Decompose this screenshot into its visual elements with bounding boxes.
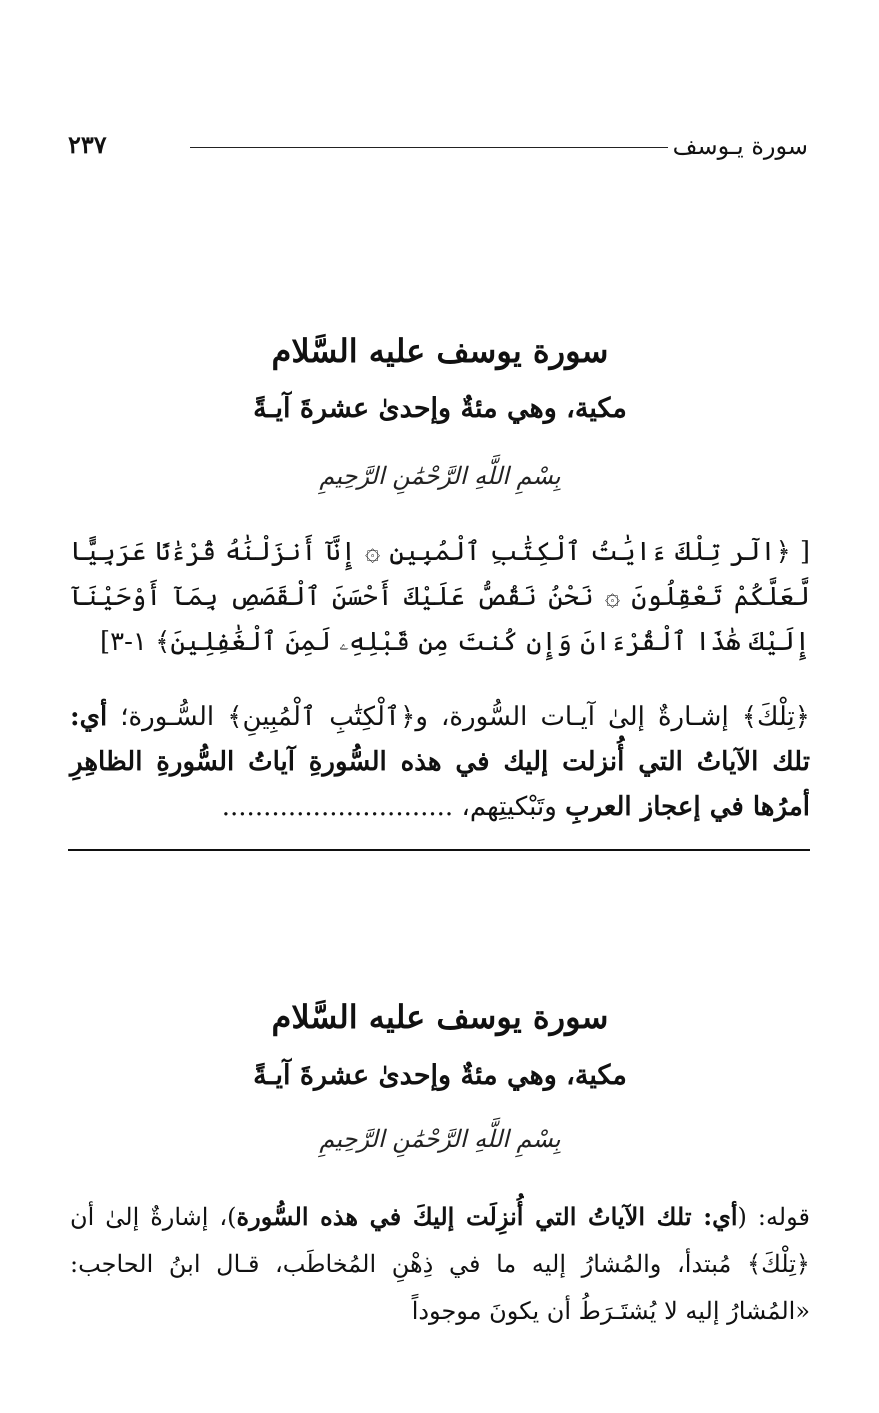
note-block <box>70 1193 810 1335</box>
header-surah-name: سورة يـوسف <box>672 132 808 160</box>
basmala-1 <box>60 462 820 490</box>
basmala-text-2: بِسْمِ اللَّهِ الرَّحْمَٰنِ الرَّحِيمِ <box>319 1125 561 1153</box>
commentary-block <box>70 695 810 830</box>
basmala-text-1: بِسْمِ اللَّهِ الرَّحْمَٰنِ الرَّحِيمِ <box>319 462 561 490</box>
header-rule <box>190 147 668 148</box>
commentary-plain-1: ﴿تِلْكَ﴾ إشـارةٌ إلىٰ آيـات السُّورة، و﴿ٱلْكِتَٰبِ ٱلْمُبِينِ﴾ السُّـورة؛ <box>107 702 810 732</box>
commentary-dots: ............................ <box>221 792 454 822</box>
surah-subtitle-2: مكية، وهي مئةٌ وإحدىٰ عشرةَ آيـةً <box>253 1060 627 1091</box>
commentary-bold: أي: تلك الآياتُ التي أُنزلت إليك في هذه السُّورةِ آياتُ السُّورةِ الظاهِرِ أمرُها في إعجاز العربِ <box>70 702 810 822</box>
section-divider <box>68 849 810 851</box>
surah-title-1: سورة يوسف عليه السَّلام <box>271 332 609 370</box>
note-bold: أي: تلك الآياتُ التي أُنزِلَت إليكَ في هذه السُّورة <box>236 1202 738 1231</box>
running-header <box>68 128 808 164</box>
page-number: ٢٣٧ <box>68 130 107 159</box>
surah-title-2: سورة يوسف عليه السَّلام <box>271 998 609 1036</box>
note-start: قوله: ( <box>737 1203 810 1231</box>
basmala-2 <box>60 1125 820 1153</box>
quran-verses-block: [ ﴿الٓر تِلْكَ ءَايَٰتُ ٱلْكِتَٰبِ ٱلْمُبِينِ ۞ إِنَّآ أَنزَلْنَٰهُ قُرْءَٰنًا عَرَبِيًّا لَّعَلَّكُمْ تَعْقِلُونَ ۞ نَحْنُ نَقُصُّ عَلَيْكَ أَحْسَنَ ٱلْقَصَصِ بِمَآ أَوْحَيْنَآ إِلَيْكَ هَٰذَا ٱلْقُرْءَانَ وَإِن كُنتَ مِن قَبْلِهِۦ لَمِنَ ٱلْغَٰفِلِينَ﴾ ١-٣] <box>70 537 810 657</box>
commentary-plain-2: وتَبْكيتِهم، <box>453 792 566 822</box>
surah-subtitle-1: مكية، وهي مئةٌ وإحدىٰ عشرةَ آيـةً <box>253 393 627 424</box>
note-rest: ‏)، إشارةٌ إلىٰ أن ﴿تِلْكَ﴾ مُبتدأ، والمُشارُ إليه ما في ذِهْنِ المُخاطَب، قـال ابنُ الحاجب: «المُشارُ إليه لا يُشتَـرَطُ أن يكونَ موجوداً <box>70 1203 810 1325</box>
